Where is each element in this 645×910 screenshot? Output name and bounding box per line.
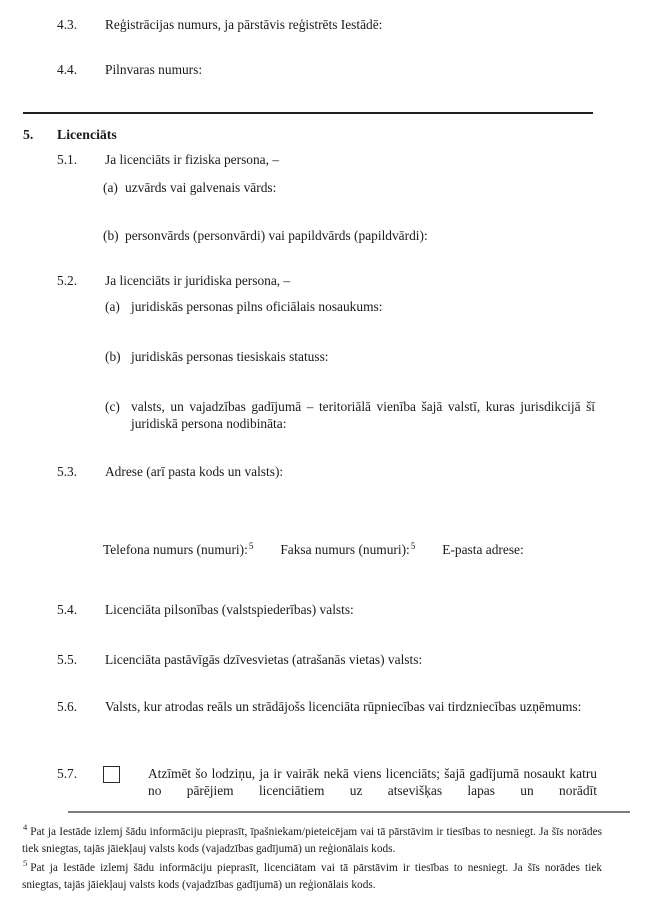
- item-label: Adrese (arī pasta kods un valsts):: [105, 464, 284, 479]
- item-letter: (a): [105, 299, 120, 314]
- item-letter: (b): [103, 228, 119, 243]
- phone-label: Telefona numurs (numuri):$^5$: [103, 540, 254, 557]
- item-label: Ja licenciāts ir fiziska persona, –: [105, 152, 280, 167]
- multiple-licensees-checkbox[interactable]: [103, 766, 120, 783]
- item-label: Ja licenciāts ir juridiska persona, –: [105, 273, 291, 288]
- section-title: Licenciāts: [57, 127, 117, 142]
- footnote-ref: 5: [410, 540, 416, 551]
- item-number: 5.3.: [57, 464, 78, 479]
- item-number: 5.6.: [57, 699, 78, 714]
- item-letter: (a): [103, 180, 118, 195]
- item-letter: (c): [105, 399, 120, 414]
- item-label: Reģistrācijas numurs, ja pārstāvis reģistrēts Iestādē:: [105, 17, 383, 32]
- item-number: 5.5.: [57, 652, 78, 667]
- item-5-6: [0, 698, 645, 715]
- item-number: 4.4.: [57, 62, 78, 77]
- item-5-2-a: [0, 298, 645, 315]
- item-number: 5.2.: [57, 273, 78, 288]
- item-label: Atzīmēt šo lodziņu, ja ir vairāk nekā viens licenciāts; šajā gadījumā nosaukt katru no pārējiem licenciātiem uz atsevišķas lapas un norādīt: [148, 766, 597, 798]
- item-label: valsts, un vajadzības gadījumā – teritoriālā vienība šajā valstī, kuras jurisdikcijā šī juridiskā persona nodibināta:: [131, 399, 595, 431]
- section-divider: [23, 112, 593, 114]
- item-label: juridiskās personas tiesiskais statuss:: [131, 349, 329, 364]
- footnote-ref: 4: [23, 822, 28, 833]
- section-5-heading: [0, 126, 645, 143]
- item-5-1: [0, 151, 645, 168]
- contact-labels-row: [103, 541, 603, 558]
- footnote-5: [22, 860, 602, 894]
- item-label: personvārds (personvārdi) vai papildvārds (papildvārdi):: [125, 228, 428, 243]
- item-number: 5.7.: [57, 766, 78, 781]
- footnote-4: [22, 824, 602, 858]
- footnote-divider: [68, 811, 630, 813]
- item-5-2-b: [0, 348, 645, 365]
- item-label: Valsts, kur atrodas reāls un strādājošs licenciāta rūpniecības vai tirdzniecības uzņēmums:: [105, 699, 582, 714]
- email-label: E-pasta adrese:: [442, 542, 524, 557]
- footnote-ref: 5: [23, 858, 28, 869]
- item-label: juridiskās personas pilns oficiālais nosaukums:: [131, 299, 383, 314]
- section-number: 5.: [23, 127, 34, 142]
- fax-label: Faksa numurs (numuri):$^5$: [280, 540, 416, 557]
- footnote-ref: 5: [248, 540, 254, 551]
- item-letter: (b): [105, 349, 121, 364]
- item-label: uzvārds vai galvenais vārds:: [125, 180, 277, 195]
- item-5-1-b: [0, 227, 645, 244]
- item-5-1-a: [0, 179, 645, 196]
- item-number: 5.4.: [57, 602, 78, 617]
- item-5-4: [0, 601, 645, 618]
- item-label: Licenciāta pastāvīgās dzīvesvietas (atrašanās vietas) valsts:: [105, 652, 423, 667]
- item-number: 5.1.: [57, 152, 78, 167]
- item-5-7: [0, 765, 645, 799]
- item-5-5: [0, 651, 645, 668]
- footnote-text: Pat ja Iestāde izlemj šādu informāciju pieprasīt, īpašniekam/pieteicējam vai tā pārstāvim ir tiesības to nesniegt. Ja šīs norādes tiek sniegtas, tajās jāiekļauj valsts kods (vajadzības gadījumā) un reģionālais kods.: [22, 826, 602, 855]
- item-4-3: [0, 16, 645, 33]
- footnote-text: Pat ja Iestāde izlemj šādu informāciju pieprasīt, licenciātam vai tā pārstāvim ir tiesības to nesniegt. Ja šīs norādes tiek sniegtas, tajās jāiekļauj valsts kods (vajadzības gadījumā) un reģionālais kods.: [22, 862, 602, 891]
- item-label: Pilnvaras numurs:: [105, 62, 203, 77]
- item-5-2: [0, 272, 645, 289]
- item-5-3: [0, 463, 645, 480]
- item-4-4: [0, 61, 645, 78]
- item-number: 4.3.: [57, 17, 78, 32]
- item-5-2-c: [0, 398, 645, 432]
- item-label: Licenciāta pilsonības (valstspiederības) valsts:: [105, 602, 354, 617]
